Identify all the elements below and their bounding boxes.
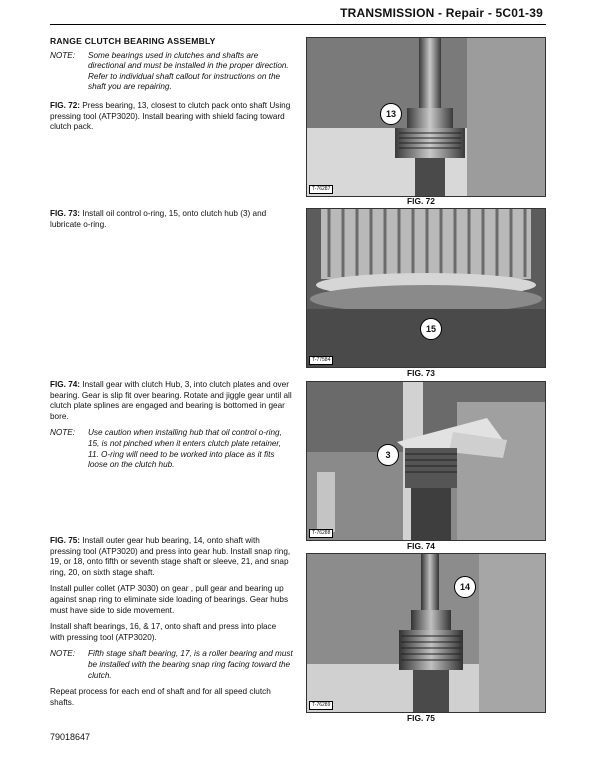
note-label: NOTE: [50, 50, 76, 60]
photo-fig72 [306, 37, 546, 197]
note-text: Use caution when installing hub that oil control o-ring, 15, is not pinched when it enters clutch plate retainer, 11. O-ring will need to be worked into place as it fits loose on the clutch hub. [88, 428, 282, 470]
note-text: Fifth stage shaft bearing, 17, is a roller bearing and must be installed with the bearing snap ring facing toward the clutch. [88, 649, 293, 680]
fig73-label: FIG. 73: [50, 209, 81, 218]
para-shaft-bearings: Install shaft bearings, 16, & 17, onto shaft and press into place with pressing tool (ATP3020). [50, 622, 277, 642]
fig75-text: Install outer gear hub bearing, 14, onto shaft with pressing tool (ATP3020) and press into gear hub. Install snap ring, 19, or 18, onto fifth or seventh stage shaft or sleeve, 21, and snap ring, 20, on sixth stage shaft. [50, 536, 291, 577]
photo-tag: T-77584 [309, 356, 333, 365]
figure-caption-72: FIG. 72 [407, 196, 435, 206]
fig74-label: FIG. 74: [50, 380, 81, 389]
step-fig74-block [50, 380, 293, 471]
photo-tag: T-76289 [309, 701, 333, 710]
step-fig73 [50, 209, 293, 236]
note-label: NOTE: [50, 428, 76, 438]
page-header-title: TRANSMISSION - Repair - 5C01-39 [340, 6, 543, 20]
step-fig75-block [50, 536, 293, 714]
photo-tag: T-76287 [309, 185, 333, 194]
photo-tag: T-76288 [309, 529, 333, 538]
callout-3: 3 [377, 444, 399, 466]
note-roller-bearing [50, 649, 293, 681]
fig75-label: FIG. 75: [50, 536, 81, 545]
figure-caption-74: FIG. 74 [407, 541, 435, 551]
photo-fig74 [306, 381, 546, 541]
section-title: RANGE CLUTCH BEARING ASSEMBLY [50, 36, 216, 46]
step-fig72 [50, 101, 293, 133]
photo-fig73 [306, 208, 546, 368]
para-repeat: Repeat process for each end of shaft and for all speed clutch shafts. [50, 687, 271, 707]
fig73-text: Install oil control o-ring, 15, onto clutch hub (3) and lubricate o-ring. [50, 209, 267, 229]
callout-14: 14 [454, 576, 476, 598]
fig74-text: Install gear with clutch Hub, 3, into clutch plates and over bearing. Gear is slip fit over bearing. Rotate and jiggle gear until all clutch plate splines are engaged and bearing is bottomed in gear bore. [50, 380, 292, 421]
fig72-text: Press bearing, 13, closest to clutch pack onto shaft Using pressing tool (ATP3020). Install bearing with shield facing toward clutch pack. [50, 100, 291, 132]
document-number: 79018647 [50, 732, 91, 742]
note-label: NOTE: [50, 649, 76, 659]
photo-fig75 [306, 553, 546, 713]
figure-caption-75: FIG. 75 [407, 713, 435, 723]
note-oring-caution [50, 428, 293, 470]
callout-13: 13 [380, 103, 402, 125]
note-text: Some bearings used in clutches and shafts are directional and must be installed in the proper direction. Refer to individual shaft callout for instructions on the shaft you are repairing. [88, 50, 289, 92]
section-block-intro [50, 36, 293, 139]
fig72-label: FIG. 72: [50, 100, 81, 110]
figure-caption-73: FIG. 73 [407, 368, 435, 378]
header-rule [50, 24, 546, 25]
callout-15: 15 [420, 318, 442, 340]
note-directional-bearings [50, 51, 293, 93]
para-puller-collet: Install puller collet (ATP 3030) on gear , pull gear and bearing up against snap ring to eliminate side loading of bearings. Gear hubs must have side to side movement. [50, 584, 289, 615]
